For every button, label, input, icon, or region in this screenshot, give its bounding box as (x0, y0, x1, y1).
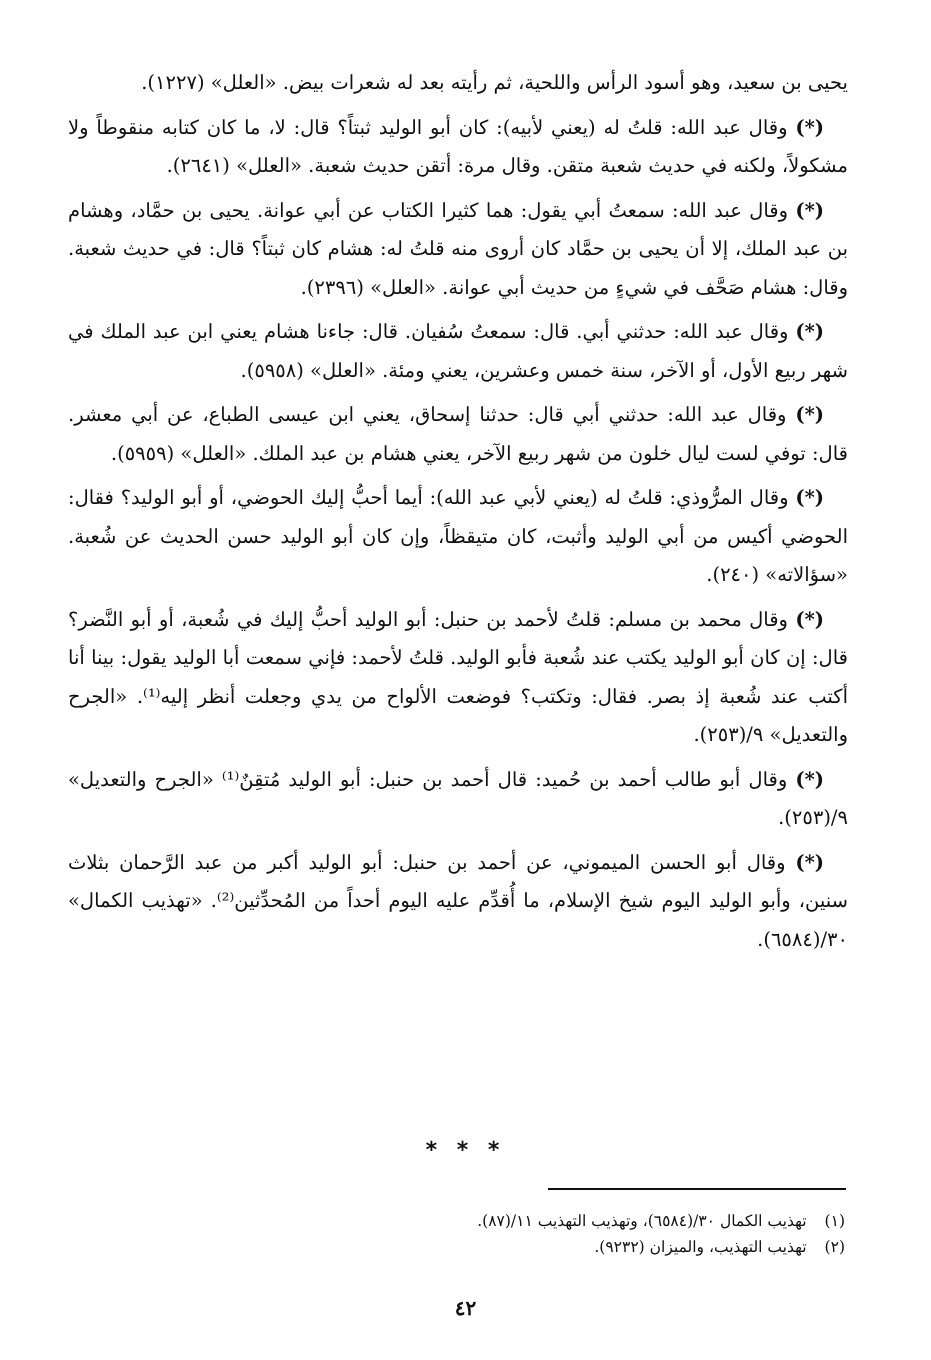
page-number: ٤٢ (454, 1296, 477, 1320)
footnote-item (145, 1208, 845, 1234)
paragraph-text: وقال أبو طالب أحمد بن حُميد: قال أحمد بن حنبل: أبو الوليد مُتقِنٌ⁽¹⁾ «الجرح والتعديل» ٩/(٢٥٣). (68, 767, 848, 829)
footnotes (145, 1208, 845, 1260)
entry-marker: (*) (795, 850, 824, 874)
entry-paragraph (68, 601, 848, 755)
paragraph-text: وقال أبو الحسن الميموني، عن أحمد بن حنبل: أبو الوليد أكبر من عبد الرَّحمان بثلاث سنين، وأبو الوليد اليوم شيخ الإسلام، ما أُقدِّم عليه اليوم أحداً من المُحدِّثين⁽²⁾. «تهذيب الكمال» ٣٠/(٦٥٨٤). (68, 850, 848, 951)
footnote-divider (548, 1188, 846, 1190)
paragraph-text: وقال محمد بن مسلم: قلتُ لأحمد بن حنبل: أبو الوليد أحبُّ إليك في شُعبة، أو أبو النَّضر؟ قال: إن كان أبو الوليد يكتب عند شُعبة فأبو الوليد. قلتُ لأحمد: فإني سمعت أبا الوليد يقول: بينا أنا أكتب عند شُعبة إذ بصر. فقال: وتكتب؟ فوضعت الألواح من يدي وجعلت أنظر إليه⁽¹⁾. «الجرح والتعديل» ٩/(٢٥٣). (68, 607, 848, 746)
paragraph-text: وقال عبد الله: حدثني أبي قال: حدثنا إسحاق، يعني ابن عيسى الطباع، عن أبي معشر. قال: توفي لست ليال خلون من شهر ربيع الآخر، يعني هشام بن عبد الملك. «العلل» (٥٩٥٩). (68, 403, 848, 465)
entry-paragraph (68, 313, 848, 390)
paragraph-text: وقال عبد الله: سمعتُ أبي يقول: هما كثيرا الكتاب عن أبي عوانة. يحيى بن حمَّاد، وهشام بن عبد الملك، إلا أن يحيى بن حمَّاد كان أروى منه قلتُ له: هشام كان ثبتاً؟ قال: في حديث شعبة. وقال: هشام صَحَّف في شيءٍ من حديث أبي عوانة. «العلل» (٢٣٩٦). (68, 198, 848, 299)
entry-paragraph (68, 192, 848, 308)
entry-paragraph (68, 109, 848, 186)
footnote-text: تهذيب التهذيب، والميزان (٩٢٣٢). (594, 1238, 807, 1256)
footnote-number: (٢) (824, 1238, 845, 1256)
footnote-text: تهذيب الكمال ٣٠/(٦٥٨٤)، وتهذيب التهذيب ١١/(٨٧). (477, 1212, 807, 1230)
entry-marker: (*) (795, 403, 824, 426)
paragraph-continuation (68, 64, 848, 103)
entry-paragraph (68, 761, 848, 838)
entry-paragraph (68, 844, 848, 960)
paragraph-text: وقال عبد الله: قلتُ له (يعني لأبيه): كان أبو الوليد ثبتاً؟ قال: لا، ما كان كتابه منقوطاً ولا مشكولاً، ولكنه في حديث شعبة متقن. وقال مرة: أتقن حديث شعبة. «العلل» (٢٦٤١). (68, 115, 848, 177)
entry-marker: (*) (795, 607, 824, 631)
entry-paragraph (68, 479, 848, 595)
footnote-number: (١) (824, 1212, 845, 1230)
paragraph-text: وقال عبد الله: حدثني أبي. قال: سمعتُ سُفيان. قال: جاءنا هشام يعني ابن عبد الملك في شهر ربيع الأول، أو الآخر، سنة خمس وعشرين، يعني ومئة. «العلل» (٥٩٥٨). (68, 320, 848, 382)
entry-paragraph (68, 396, 848, 473)
entry-marker: (*) (795, 115, 824, 139)
entry-marker: (*) (795, 486, 824, 509)
entry-marker: (*) (795, 198, 824, 222)
paragraph-text: وقال المرُّوذي: قلتُ له (يعني لأبي عبد الله): أيما أحبُّ إليك الحوضي، أو أبو الوليد؟ فقال: الحوضي أكيس من أبي الوليد وأثبت، كان متيقظاً، وإن كان أبو الوليد حسن الحديث عن شُعبة. «سؤالاته» (٢٤٠). (68, 486, 848, 586)
footnote-item (145, 1234, 845, 1260)
section-separator: * * * (425, 1138, 506, 1163)
entry-marker: (*) (795, 767, 825, 791)
main-text (68, 64, 848, 965)
paragraph-text: يحيى بن سعيد، وهو أسود الرأس واللحية، ثم رأيته بعد له شعرات بيض. «العلل» (١٢٢٧). (141, 71, 848, 94)
entry-marker: (*) (795, 320, 824, 343)
